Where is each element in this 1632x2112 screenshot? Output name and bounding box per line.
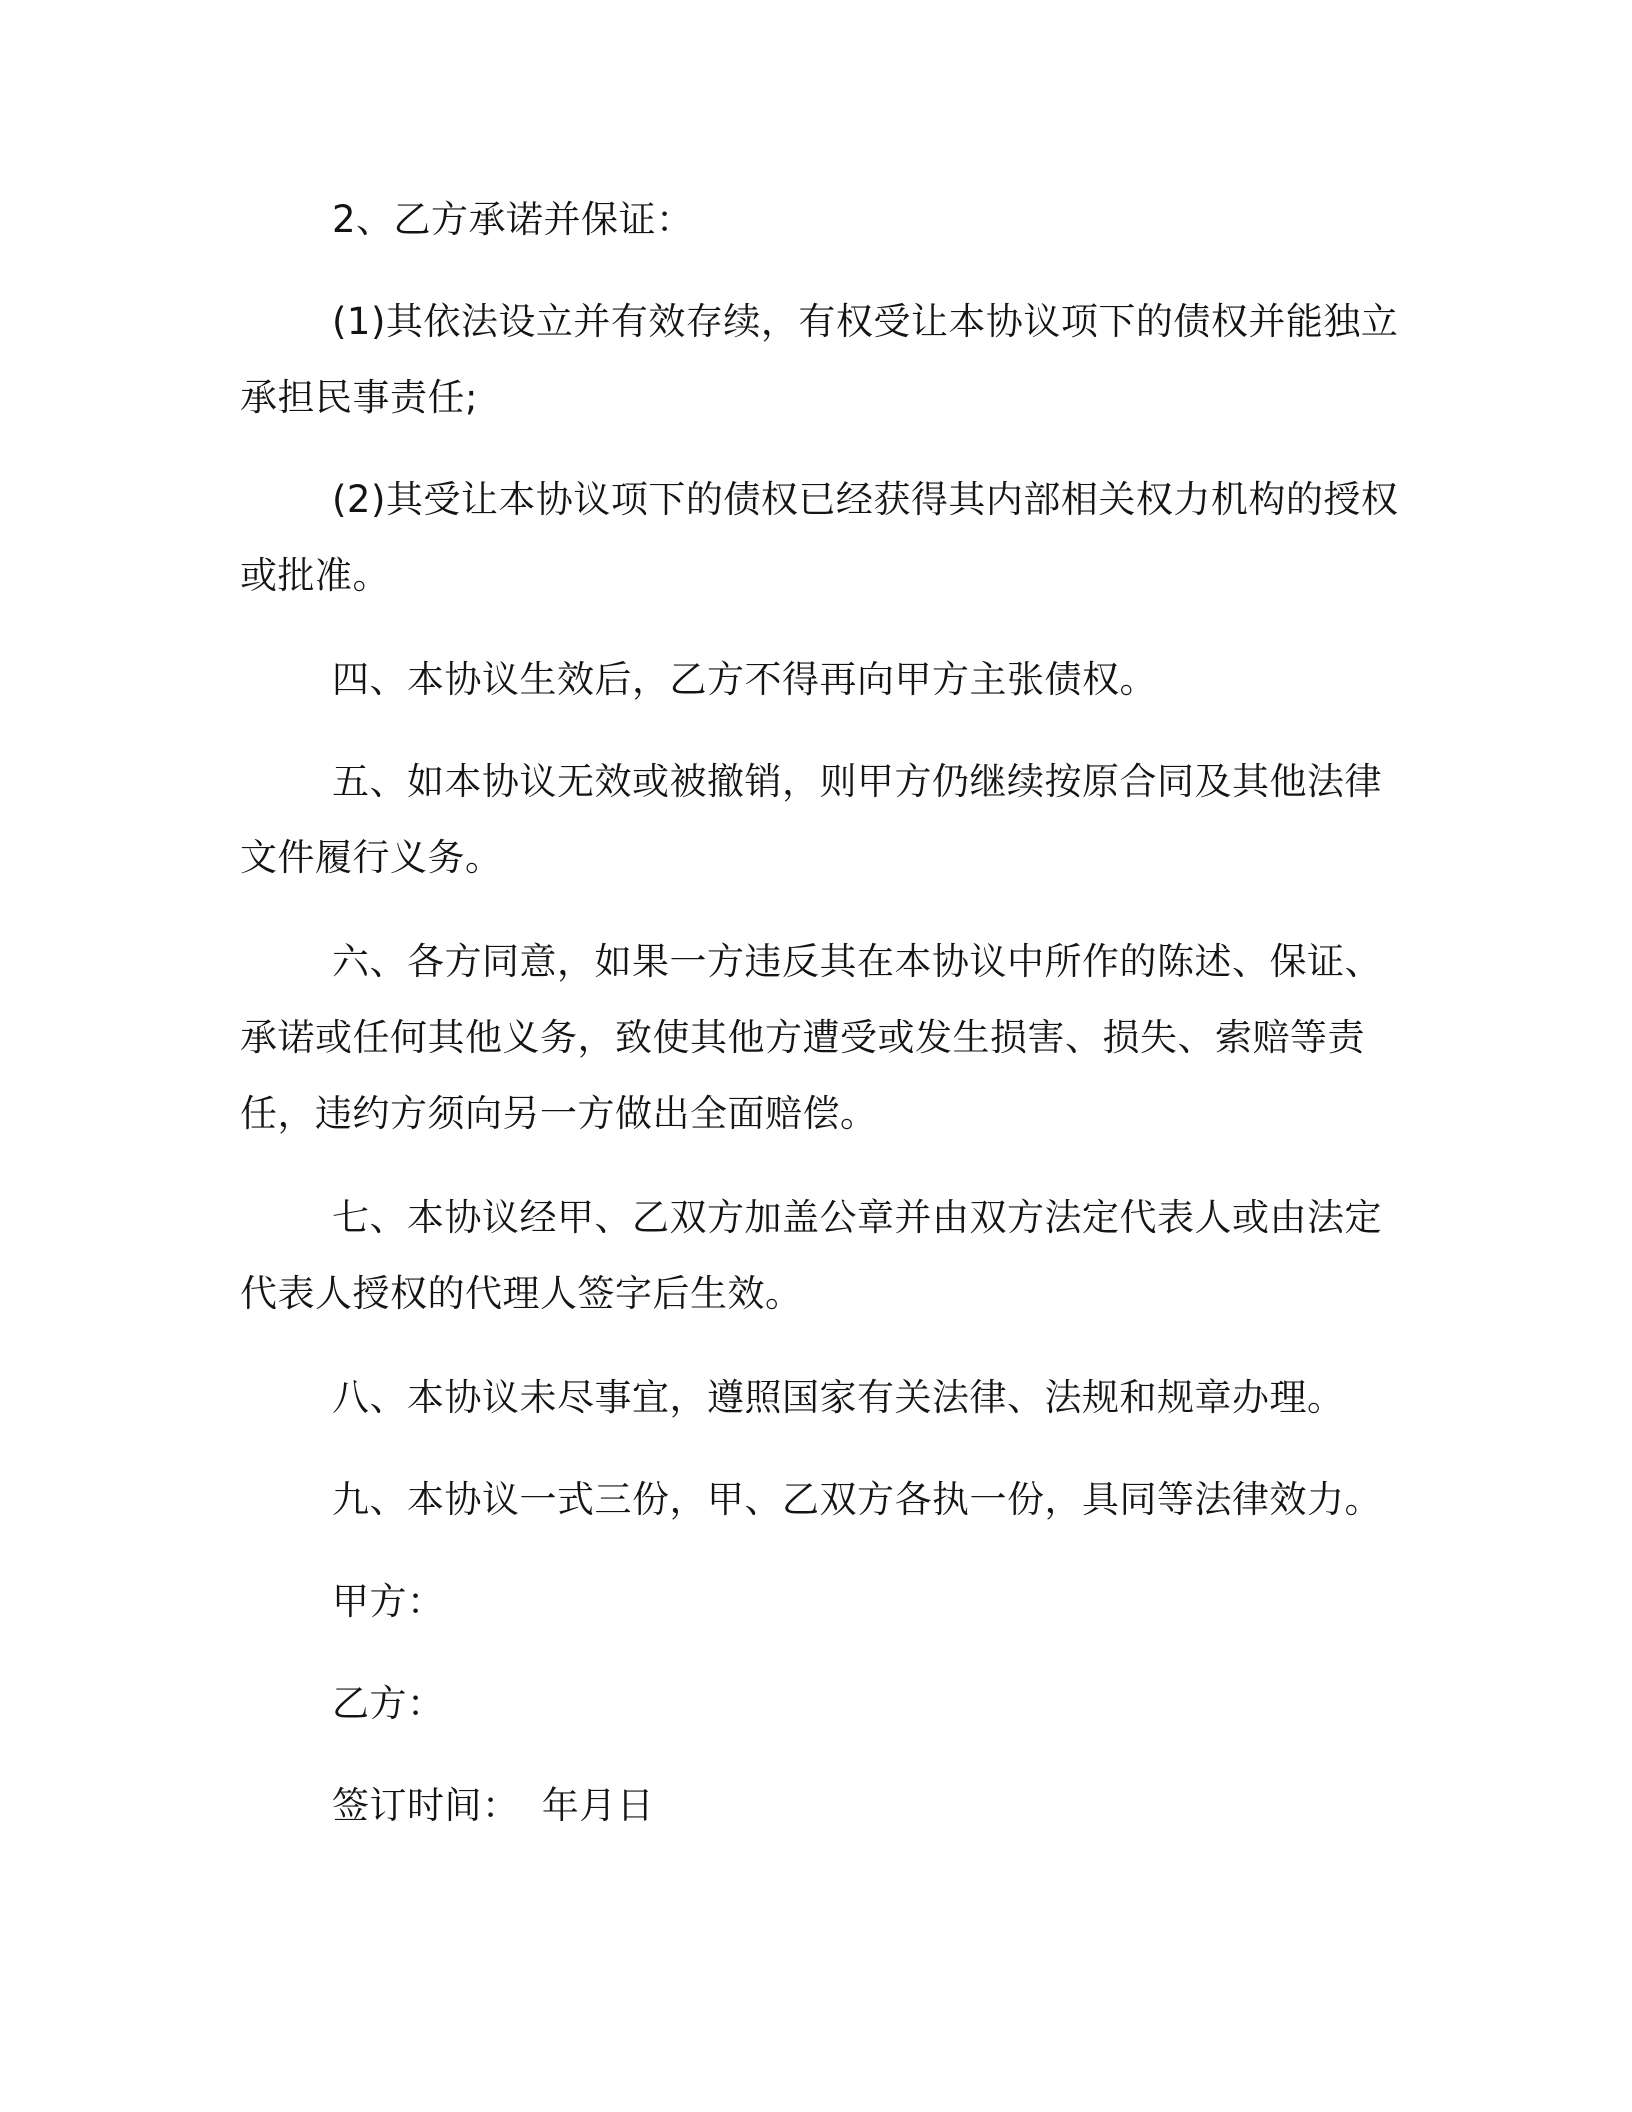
- signing-date-label: 签订时间：: [332, 1784, 520, 1827]
- clause-8: 八、本协议未尽事宜，遵照国家有关法律、法规和规章办理。: [332, 1376, 1345, 1419]
- clause-6-line-2: 承诺或任何其他义务，致使其他方遭受或发生损害、损失、索赔等责: [240, 1016, 1365, 1059]
- clause-2-item-1-line-2: 承担民事责任;: [240, 376, 478, 419]
- party-a-label: 甲方：: [332, 1580, 445, 1623]
- clause-2-item-2-line-2: 或批准。: [240, 554, 390, 597]
- clause-5-line-1: 五、如本协议无效或被撤销，则甲方仍继续按原合同及其他法律: [332, 760, 1382, 803]
- clause-7-line-1: 七、本协议经甲、乙双方加盖公章并由双方法定代表人或由法定: [332, 1196, 1382, 1239]
- clause-2-item-2-line-1: (2)其受让本协议项下的债权已经获得其内部相关权力机构的授权: [332, 478, 1399, 521]
- signing-date-value: 年月日: [541, 1784, 655, 1827]
- clause-2-item-1-line-1: (1)其依法设立并有效存续，有权受让本协议项下的债权并能独立: [332, 300, 1399, 343]
- clause-6-line-1: 六、各方同意，如果一方违反其在本协议中所作的陈述、保证、: [332, 940, 1382, 983]
- clause-6-line-3: 任，违约方须向另一方做出全面赔偿。: [240, 1092, 878, 1135]
- signing-date: [332, 1782, 654, 1830]
- clause-7-line-2: 代表人授权的代理人签字后生效。: [240, 1272, 803, 1315]
- clause-5-line-2: 文件履行义务。: [240, 836, 503, 879]
- party-b-label: 乙方：: [332, 1682, 445, 1725]
- clause-2-heading: 2、乙方承诺并保证：: [332, 198, 694, 241]
- clause-9: 九、本协议一式三份，甲、乙双方各执一份，具同等法律效力。: [332, 1478, 1382, 1521]
- clause-4: 四、本协议生效后，乙方不得再向甲方主张债权。: [332, 658, 1157, 701]
